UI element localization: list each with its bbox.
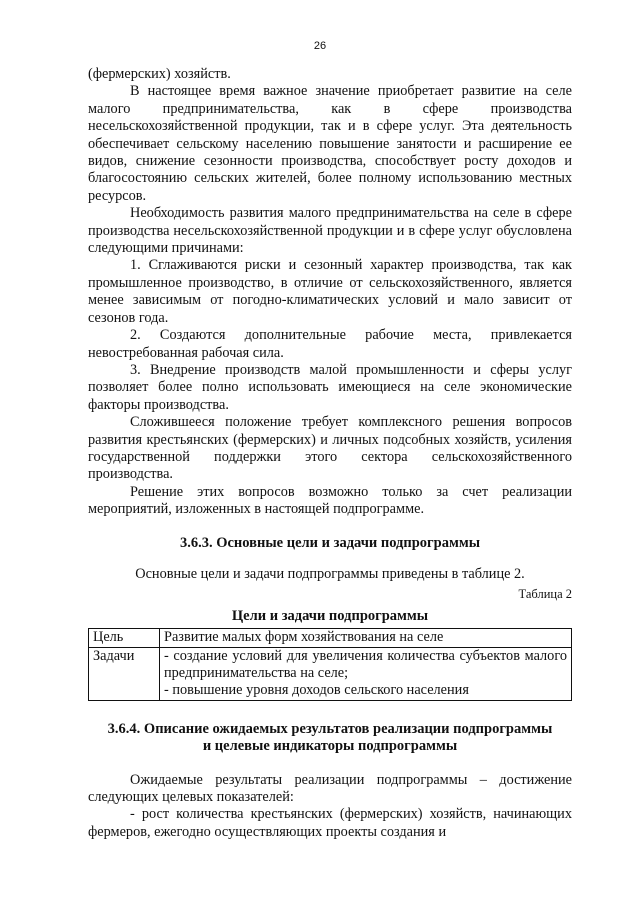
section-heading-364-line1: 3.6.4. Описание ожидаемых результатов реализации подпрограммы — [107, 720, 553, 737]
paragraph-necessity: Необходимость развития малого предпринимательства на селе в сфере производства несельскохозяйственной продукции и в сфере услуг обусловлена следующими причинами: — [88, 205, 572, 257]
paragraph-continuation: (фермерских) хозяйств. — [88, 66, 231, 82]
table-row — [89, 629, 572, 647]
paragraph-reason-2: 2. Создаются дополнительные рабочие места, привлекается невостребованная рабочая сила. — [88, 327, 572, 361]
paragraph-small-business: В настоящее время важное значение приобретает развитие на селе малого предпринимательства, как в сфере производства несельскохозяйственной продукции, так и в сфере услуг. Эта деятельность обеспечивает сельскому населению повышение занятости и расширение ее видов, снижение сезонности производства, способствует росту доходов и благосостоянию сельских жителей, более полному использованию местных ресурсов. — [88, 83, 572, 204]
tasks-label-cell: Задачи — [89, 647, 160, 700]
paragraph-situation: Сложившееся положение требует комплексного решения вопросов развития крестьянских (фермерских) и личных подсобных хозяйств, усиления государственной поддержки этого сектора сельскохозяйственного производства. — [88, 414, 572, 483]
paragraph-solution: Решение этих вопросов возможно только за счет реализации мероприятий, изложенных в настоящей подпрограмме. — [88, 483, 572, 518]
table-label: Таблица 2 — [518, 587, 572, 602]
table-title: Цели и задачи подпрограммы — [231, 607, 429, 624]
table-intro: Основные цели и задачи подпрограммы приведены в таблице 2. — [135, 565, 525, 582]
paragraph-reason-3: 3. Внедрение производств малой промышленности и сферы услуг позволяет более полно использовать имеющиеся на селе экономические факторы производства. — [88, 361, 572, 413]
paragraph-expected-results: Ожидаемые результаты реализации подпрограммы – достижение следующих целевых показателей: — [88, 771, 572, 806]
section-heading-363: 3.6.3. Основные цели и задачи подпрограммы — [179, 534, 481, 551]
tasks-cell — [160, 647, 572, 700]
goal-label-cell: Цель — [89, 629, 160, 647]
goals-table — [88, 628, 572, 701]
paragraph-reason-1: 1. Сглаживаются риски и сезонный характер производства, так как промышленное производство, в отличие от сельскохозяйственного, является менее зависимым от погодно-климатических условий и мало зависит от сезонов года. — [88, 257, 572, 326]
section-heading-364-line2: и целевые индикаторы подпрограммы — [202, 738, 458, 755]
paragraph-indicator-1: - рост количества крестьянских (фермерских) хозяйств, начинающих фермеров, ежегодно осуществляющих проекты создания и — [88, 806, 572, 840]
task-item-2: - повышение уровня доходов сельского населения — [164, 682, 469, 699]
goal-text-cell: Развитие малых форм хозяйствования на селе — [160, 629, 572, 647]
page-body — [88, 66, 572, 841]
table-row — [89, 647, 572, 700]
page-number: 26 — [313, 40, 327, 52]
task-item-1: - создание условий для увеличения количества субъектов малого предпринимательства на селе; — [164, 647, 567, 681]
